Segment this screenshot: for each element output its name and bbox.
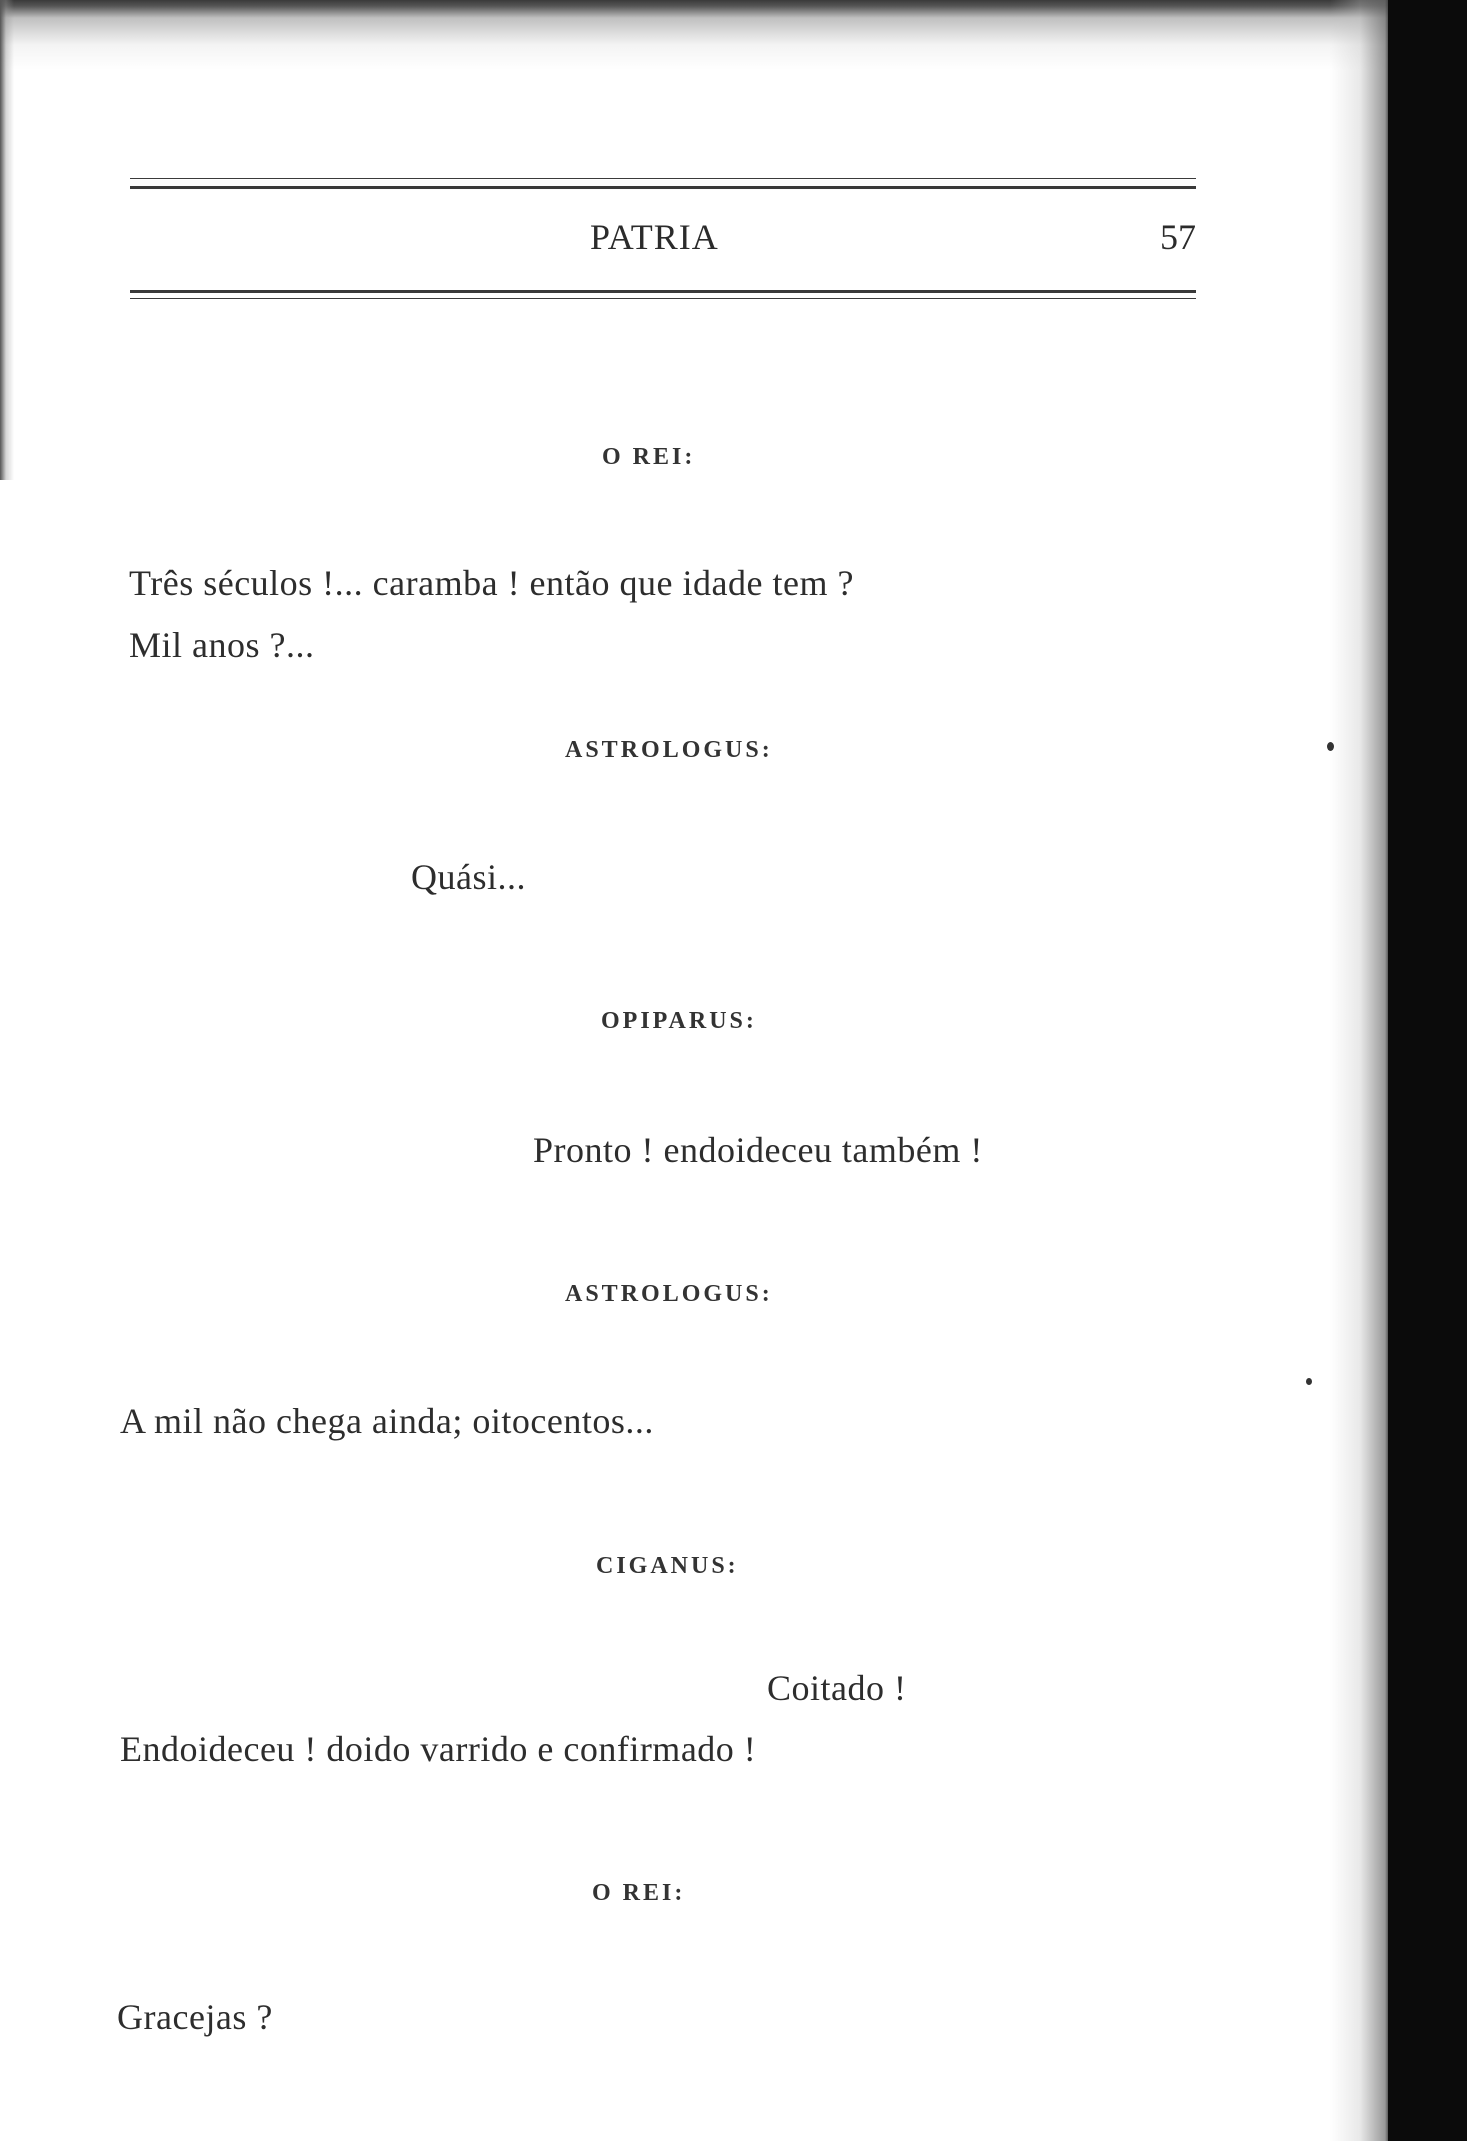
header-rule-top-thin: [130, 178, 1196, 179]
verse-line: Coitado !: [767, 1668, 907, 1708]
speaker-label: ASTROLOGUS:: [565, 737, 773, 763]
verse-line: Gracejas ?: [117, 1997, 273, 2037]
verse-line: Mil anos ?...: [129, 625, 315, 665]
header-rule-bottom-thick: [130, 290, 1196, 293]
scan-speck: [1327, 742, 1334, 751]
speaker-label: CIGANUS:: [596, 1553, 739, 1579]
header-rule-bottom-thin: [130, 298, 1196, 299]
verse-line: A mil não chega ainda; oitocentos...: [120, 1401, 654, 1441]
verse-line: Quási...: [411, 857, 526, 897]
header-rule-top-thick: [130, 186, 1196, 189]
scan-right-shadow: [1330, 0, 1390, 2141]
verse-line: Três séculos !... caramba ! então que idade tem ?: [129, 563, 854, 603]
scan-top-edge: [0, 0, 1467, 70]
page-number: 57: [1160, 217, 1196, 257]
scan-right-binding: [1388, 0, 1467, 2141]
speaker-label: OPIPARUS:: [601, 1008, 757, 1034]
scan-speck: [1306, 1378, 1312, 1385]
speaker-label: ASTROLOGUS:: [565, 1281, 773, 1307]
speaker-label: O REI:: [602, 444, 696, 470]
verse-line: Endoideceu ! doido varrido e confirmado !: [120, 1729, 757, 1769]
verse-line: Pronto ! endoideceu também !: [533, 1130, 983, 1170]
scan-left-edge: [0, 0, 14, 480]
speaker-label: O REI:: [592, 1880, 686, 1906]
running-title: PATRIA: [590, 217, 719, 257]
